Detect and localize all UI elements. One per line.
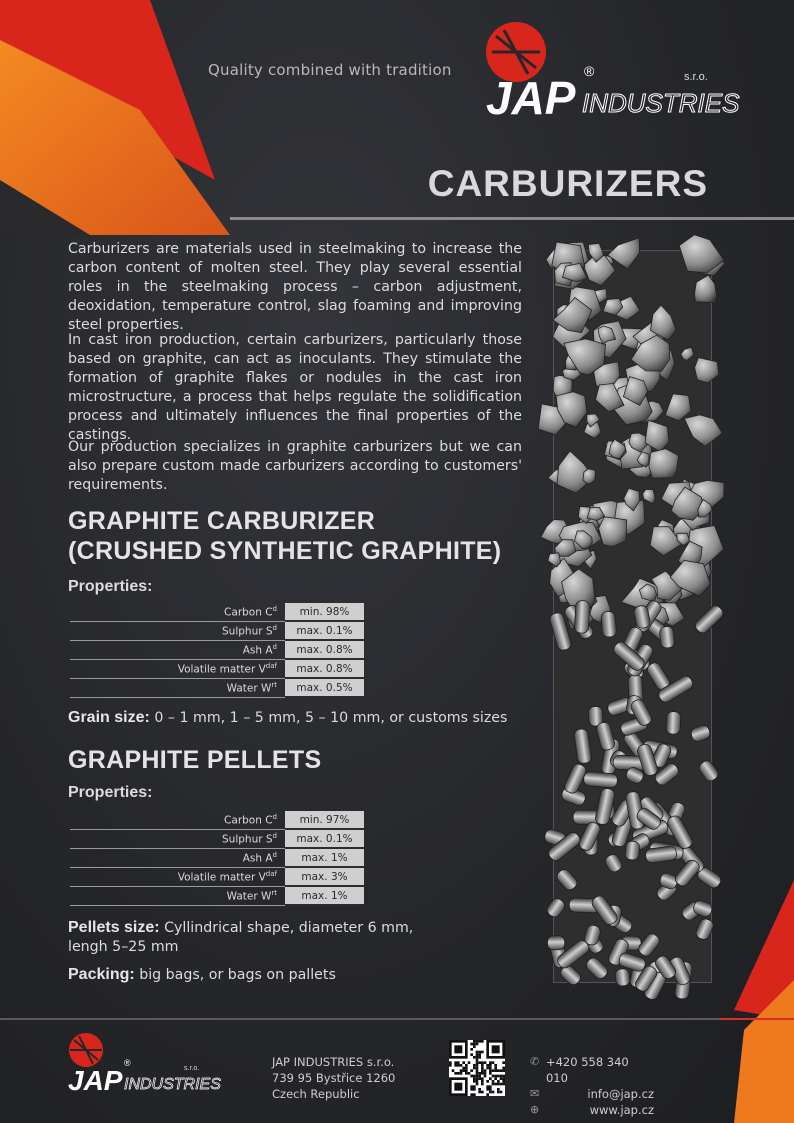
property-name [70, 829, 285, 848]
property-basis: daf [265, 661, 277, 670]
corner-decoration-top-left [0, 0, 230, 235]
property-row [70, 811, 364, 829]
property-name [70, 886, 285, 905]
property-value: max. 3% [285, 867, 364, 886]
svg-text:INDUSTRIES: INDUSTRIES [582, 88, 740, 118]
property-value: max. 1% [285, 848, 364, 867]
property-name-text: Sulphur S [222, 625, 273, 638]
qr-code-icon[interactable] [449, 1040, 505, 1096]
mail-icon: ✉ [530, 1087, 540, 1100]
heading-line-1: GRAPHITE CARBURIZER [68, 507, 376, 535]
properties-label: Properties: [68, 784, 153, 801]
pellets-size [68, 918, 428, 957]
graphite-pellet [547, 936, 564, 950]
website-link[interactable]: www.jap.cz [589, 1103, 654, 1117]
page-title: CARBURIZERS [427, 163, 708, 204]
svg-text:INDUSTRIES: INDUSTRIES [124, 1076, 221, 1093]
carburizer-properties-table [70, 603, 364, 698]
property-name-text: Water W [226, 890, 272, 903]
property-basis: rt [271, 888, 277, 897]
phone-icon: ✆ [530, 1055, 540, 1068]
packing-label: Packing: [68, 966, 135, 983]
svg-text:JAP: JAP [486, 72, 576, 124]
grain-size-label: Grain size: [68, 709, 150, 726]
property-value: min. 97% [285, 811, 364, 829]
graphite-pellets-heading: GRAPHITE PELLETS [68, 746, 322, 774]
property-name [70, 848, 285, 867]
property-row [70, 829, 364, 848]
property-name [70, 640, 285, 659]
property-name-text: Sulphur S [222, 833, 273, 846]
property-basis: d [272, 605, 277, 613]
property-basis: d [272, 623, 277, 632]
svg-text:®: ® [124, 1058, 131, 1068]
company-logo [484, 22, 740, 126]
properties-label: Properties: [68, 578, 153, 595]
svg-text:s.r.o.: s.r.o. [684, 71, 708, 83]
property-name [70, 659, 285, 678]
graphite-chunk [695, 358, 719, 383]
property-value: max. 1% [285, 886, 364, 905]
graphite-chunk [548, 553, 561, 567]
packing-value: big bags, or bags on pallets [134, 967, 336, 983]
property-name-text: Carbon C [224, 606, 273, 619]
heading-line-2: (CRUSHED SYNTHETIC GRAPHITE) [68, 537, 502, 565]
property-row [70, 659, 364, 678]
pellets-properties-table [70, 811, 364, 906]
grain-size-value: 0 – 1 mm, 1 – 5 mm, 5 – 10 mm, or customs sizes [149, 710, 508, 726]
property-basis: daf [265, 869, 277, 878]
property-name-text: Volatile matter V [177, 663, 266, 676]
property-value: min. 98% [285, 603, 364, 621]
property-name-text: Water W [226, 682, 272, 695]
corner-decoration-bottom-right [714, 880, 794, 1123]
property-row [70, 867, 364, 886]
pellets-size-label: Pellets size: [68, 919, 160, 936]
grain-size [68, 709, 507, 727]
intro-paragraph-3: Our production specializes in graphite carburizers but we can also prepare custom made carburizers according to customers' requirements. [68, 439, 522, 493]
property-name-text: Ash A [242, 644, 273, 657]
property-name [70, 678, 285, 697]
graphite-pellet [624, 841, 640, 861]
footer-divider-accent [720, 1018, 794, 1020]
phone-number[interactable]: +420 558 340 010 [545, 1055, 629, 1085]
street-address: 739 95 Bystřice 1260 [272, 1071, 396, 1085]
globe-icon: ⊕ [530, 1103, 540, 1116]
property-value: max. 0.1% [285, 621, 364, 640]
property-value: max. 0.5% [285, 678, 364, 697]
email-link[interactable]: info@jap.cz [587, 1087, 654, 1101]
title-divider [230, 217, 794, 220]
footer-contacts [530, 1054, 654, 1118]
property-name [70, 867, 285, 886]
property-name [70, 621, 285, 640]
property-value: max. 0.1% [285, 829, 364, 848]
property-name-text: Carbon C [224, 814, 273, 827]
property-basis: d [272, 642, 277, 651]
graphite-pellet [601, 611, 617, 638]
svg-text:®: ® [584, 63, 595, 79]
intro-paragraph-2: In cast iron production, certain carburizers, particularly those based on graphite, can act as inoculants. They stimulate the formation of graphite flakes or nodules in the cast iron microstructure, a process that helps regulate the solidification process and ultimately influences the final properties of the castings. [68, 332, 522, 443]
graphite-pellet [615, 968, 631, 986]
property-basis: d [272, 850, 277, 859]
packing [68, 966, 336, 984]
graphite-chunk [583, 469, 596, 484]
property-value: max. 0.8% [285, 659, 364, 678]
svg-text:JAP: JAP [68, 1065, 123, 1096]
svg-text:s.r.o.: s.r.o. [184, 1065, 200, 1072]
graphite-pellet [666, 711, 681, 734]
graphite-carburizer-heading [68, 506, 538, 566]
property-row [70, 848, 364, 867]
property-value: max. 0.8% [285, 640, 364, 659]
property-row [70, 886, 364, 905]
property-name-text: Ash A [242, 852, 273, 865]
graphite-pellet [574, 600, 590, 633]
property-row [70, 603, 364, 621]
property-name [70, 603, 285, 621]
graphite-chunk [649, 449, 679, 478]
country: Czech Republic [272, 1087, 360, 1101]
product-photo [553, 250, 712, 983]
property-row [70, 678, 364, 697]
footer-divider [0, 1018, 720, 1020]
tagline: Quality combined with tradition [208, 61, 452, 79]
footer-address [272, 1054, 395, 1102]
property-name-text: Volatile matter V [177, 871, 266, 884]
footer-logo [66, 1032, 221, 1098]
property-basis: d [272, 813, 277, 821]
graphite-pellet [659, 626, 675, 649]
pellets-size-value: Cyllindrical shape, diameter 6 mm, lengh 5–25 mm [68, 920, 414, 955]
property-basis: d [272, 831, 277, 840]
graphite-pellet [583, 771, 618, 788]
property-row [70, 621, 364, 640]
intro-paragraph-1: Carburizers are materials used in steelmaking to increase the carbon content of molten steel. They play several essential roles in the steelmaking process – carbon adjustment, deoxidation, temperature control, slag foaming and improving steel properties. [68, 241, 522, 333]
property-name [70, 811, 285, 829]
graphite-chunk [599, 517, 627, 547]
property-basis: rt [271, 680, 277, 689]
property-row [70, 640, 364, 659]
company-name: JAP INDUSTRIES s.r.o. [272, 1055, 395, 1069]
